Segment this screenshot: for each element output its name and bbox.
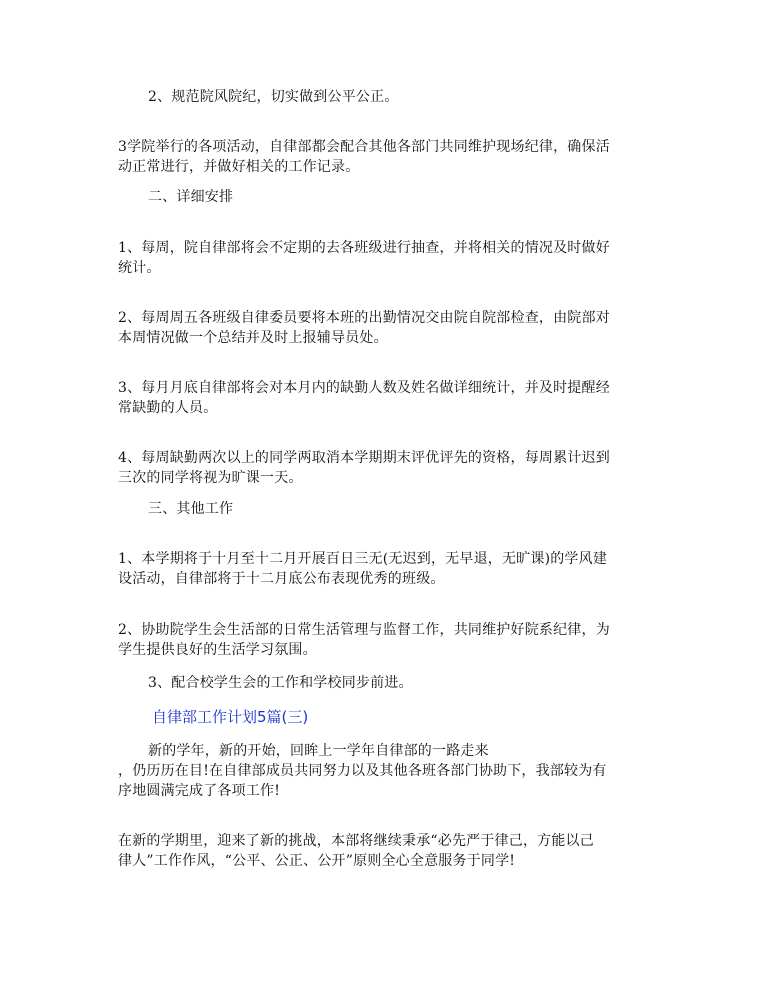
section-heading: 自律部工作计划5篇(三) — [152, 708, 309, 726]
paragraph-line: 3、配合校学生会的工作和学校同步前进。 — [148, 675, 413, 691]
paragraph-line: 常缺勤的人员。 — [118, 400, 218, 416]
paragraph-line: 2、规范院风院纪，切实做到公平公正。 — [148, 89, 399, 105]
paragraph-line: 2、每周周五各班级自律委员要将本班的出勤情况交由院自院部检查，由院部对 — [118, 310, 610, 326]
paragraph-line: 3学院举行的各项活动，自律部都会配合其他各部门共同维护现场纪律，确保活 — [118, 139, 610, 155]
paragraph-line: 3、每月月底自律部将会对本月内的缺勤人数及姓名做详细统计，并及时提醒经 — [118, 380, 610, 396]
subheading-line: 三、其他工作 — [148, 501, 234, 517]
paragraph-line: 4、每周缺勤两次以上的同学两取消本学期期末评优评先的资格，每周累计迟到 — [118, 450, 610, 466]
paragraph-line: 学生提供良好的生活学习氛围。 — [118, 642, 317, 658]
subheading-line: 二、详细安排 — [148, 189, 234, 205]
paragraph-line: 统计。 — [118, 260, 161, 276]
paragraph-line: 三次的同学将视为旷课一天。 — [118, 470, 303, 486]
paragraph-line: 1、每周，院自律部将会不定期的去各班级进行抽查，并将相关的情况及时做好 — [118, 240, 610, 256]
paragraph-line: 序地圆满完成了各项工作! — [118, 783, 281, 799]
paragraph-line: 新的学年，新的开始，回眸上一学年自律部的一路走来 — [148, 743, 489, 759]
paragraph-line: 1、本学期将于十月至十二月开展百日三无(无迟到，无早退，无旷课)的学风建 — [118, 551, 608, 567]
paragraph-line: 在新的学期里，迎来了新的挑战，本部将继续秉承“必先严于律己，方能以己 — [118, 833, 594, 849]
paragraph-line: 本周情况做一个总结并及时上报辅导员处。 — [118, 330, 388, 346]
paragraph-line: 律人”工作作风，“公平、公正、公开”原则全心全意服务于同学! — [118, 853, 516, 869]
paragraph-line: 动正常进行，并做好相关的工作记录。 — [118, 159, 360, 175]
paragraph-line: 2、协助院学生会生活部的日常生活管理与监督工作，共同维护好院系纪律，为 — [118, 622, 610, 638]
paragraph-line: ，仍历历在目!在自律部成员共同努力以及其他各班各部门协助下，我部较为有 — [118, 763, 607, 779]
paragraph-line: 设活动，自律部将于十二月底公布表现优秀的班级。 — [118, 571, 445, 587]
